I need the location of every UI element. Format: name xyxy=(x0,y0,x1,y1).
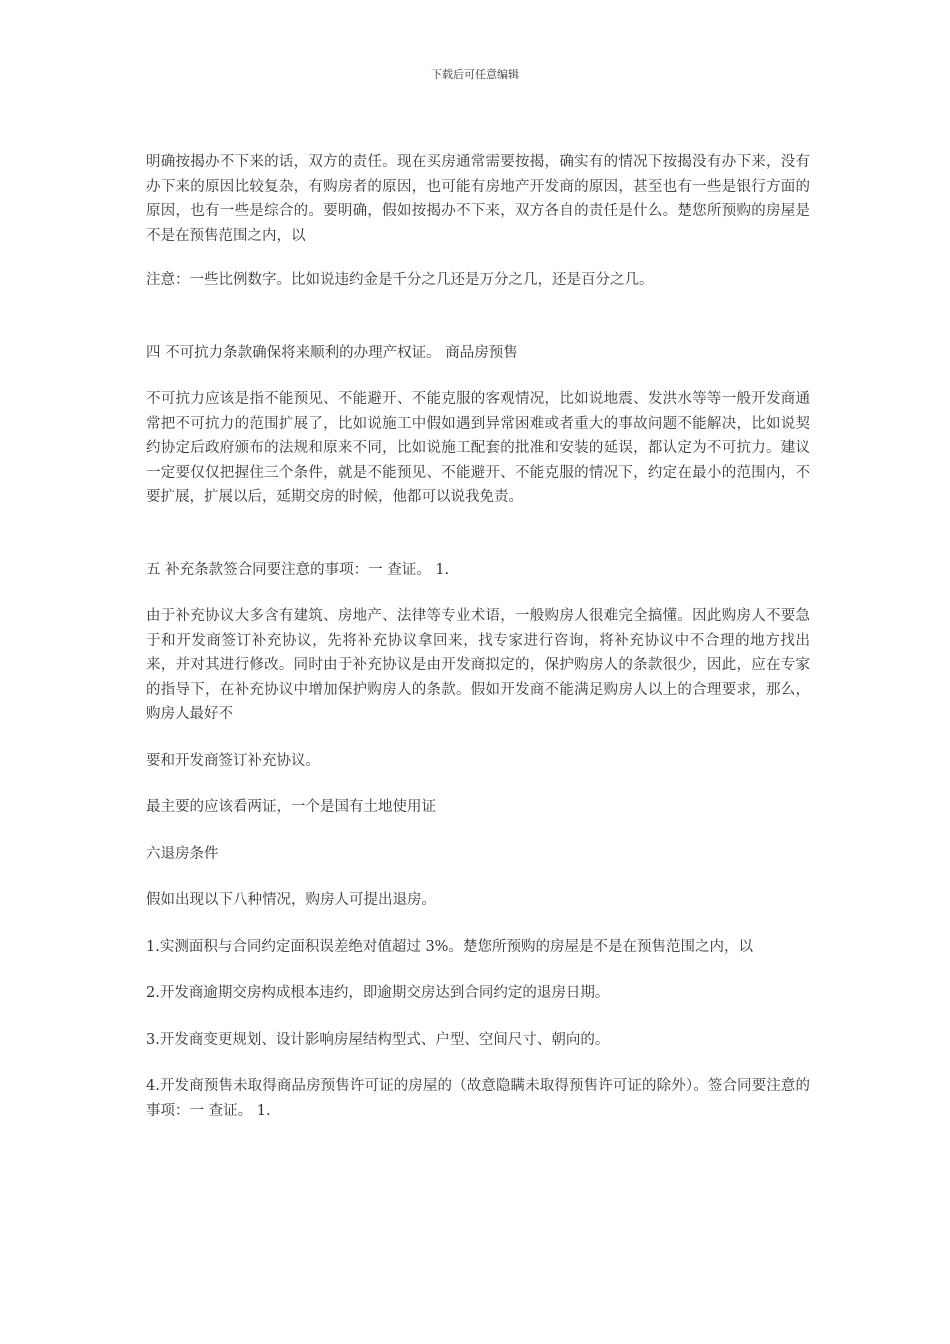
paragraph-supplementary-end: 要和开发商签订补充协议。 xyxy=(146,752,320,769)
list-item-3: 3.开发商变更规划、设计影响房屋结构型式、户型、空间尺寸、朝向的。 xyxy=(146,1031,610,1048)
document-body xyxy=(146,150,810,1145)
page-header: 下载后可任意编辑 xyxy=(431,68,519,81)
paragraph-two-certificates: 最主要的应该看两证，一个是国有土地使用证 xyxy=(146,799,436,815)
paragraph-ratio-note: 注意：一些比例数字。比如说违约金是千分之几还是万分之几，还是百分之几。 xyxy=(146,272,654,288)
list-item-1: 1.实测面积与合同约定面积误差绝对值超过 3%。楚您所预购的房屋是不是在预售范围之内，以 xyxy=(146,938,753,955)
paragraph-force-majeure: 不可抗力应该是指不能预见、不能避开、不能克服的客观情况，比如说地震、发洪水等等一般开发商通常把不可抗力的范围扩展了，比如说施工中假如遇到异常困难或者重大的事故问题不能解决，比如说契约协定后政府颁布的法规和原来不同，比如说施工配套的批准和安装的延误，都认定为不可抗力。建议一定要仅仅把握住三个条件，就是不能预见、不能避开、不能克服的情况下，约定在最小的范围内，不要扩展，扩展以后，延期交房的时候，他都可以说我免责。 xyxy=(146,391,810,505)
list-item-2: 2.开发商逾期交房构成根本违约，即逾期交房达到合同约定的退房日期。 xyxy=(146,985,610,1001)
paragraph-return-intro: 假如出现以下八种情况，购房人可提出退房。 xyxy=(146,892,436,908)
paragraph-supplementary-agreement: 由于补充协议大多含有建筑、房地产、法律等专业术语，一般购房人很难完全搞懂。因此购房人不要急于和开发商签订补充协议，先将补充协议拿回来，找专家进行咨询，将补充协议中不合理的地方找出来，并对其进行修改。同时由于补充协议是由开发商拟定的，保护购房人的条款很少，因此，应在专家的指导下，在补充协议中增加保护购房人的条款。假如开发商不能满足购房人以上的合理要求，那么，购房人最好不 xyxy=(146,608,810,722)
paragraph-mortgage-responsibility: 明确按揭办不下来的话，双方的责任。现在买房通常需要按揭，确实有的情况下按揭没有办下来，没有办下来的原因比较复杂，有购房者的原因，也可能有房地产开发商的原因，甚至也有一些是银行方面的原因，也有一些是综合的。要明确，假如按揭办不下来，双方各自的责任是什么。楚您所预购的房屋是不是在预售范围之内，以 xyxy=(146,154,810,244)
list-item-4: 4.开发商预售未取得商品房预售许可证的房屋的（故意隐瞒未取得预售许可证的除外）。签合同要注意的事项：一 查证。 1. xyxy=(146,1078,810,1119)
section-heading-return-conditions: 六退房条件 xyxy=(146,845,219,862)
section-heading-supplementary: 五 补充条款签合同要注意的事项：一 查证。 1. xyxy=(146,561,450,578)
section-heading-force-majeure: 四 不可抗力条款确保将来顺利的办理产权证。 商品房预售 xyxy=(146,344,518,361)
